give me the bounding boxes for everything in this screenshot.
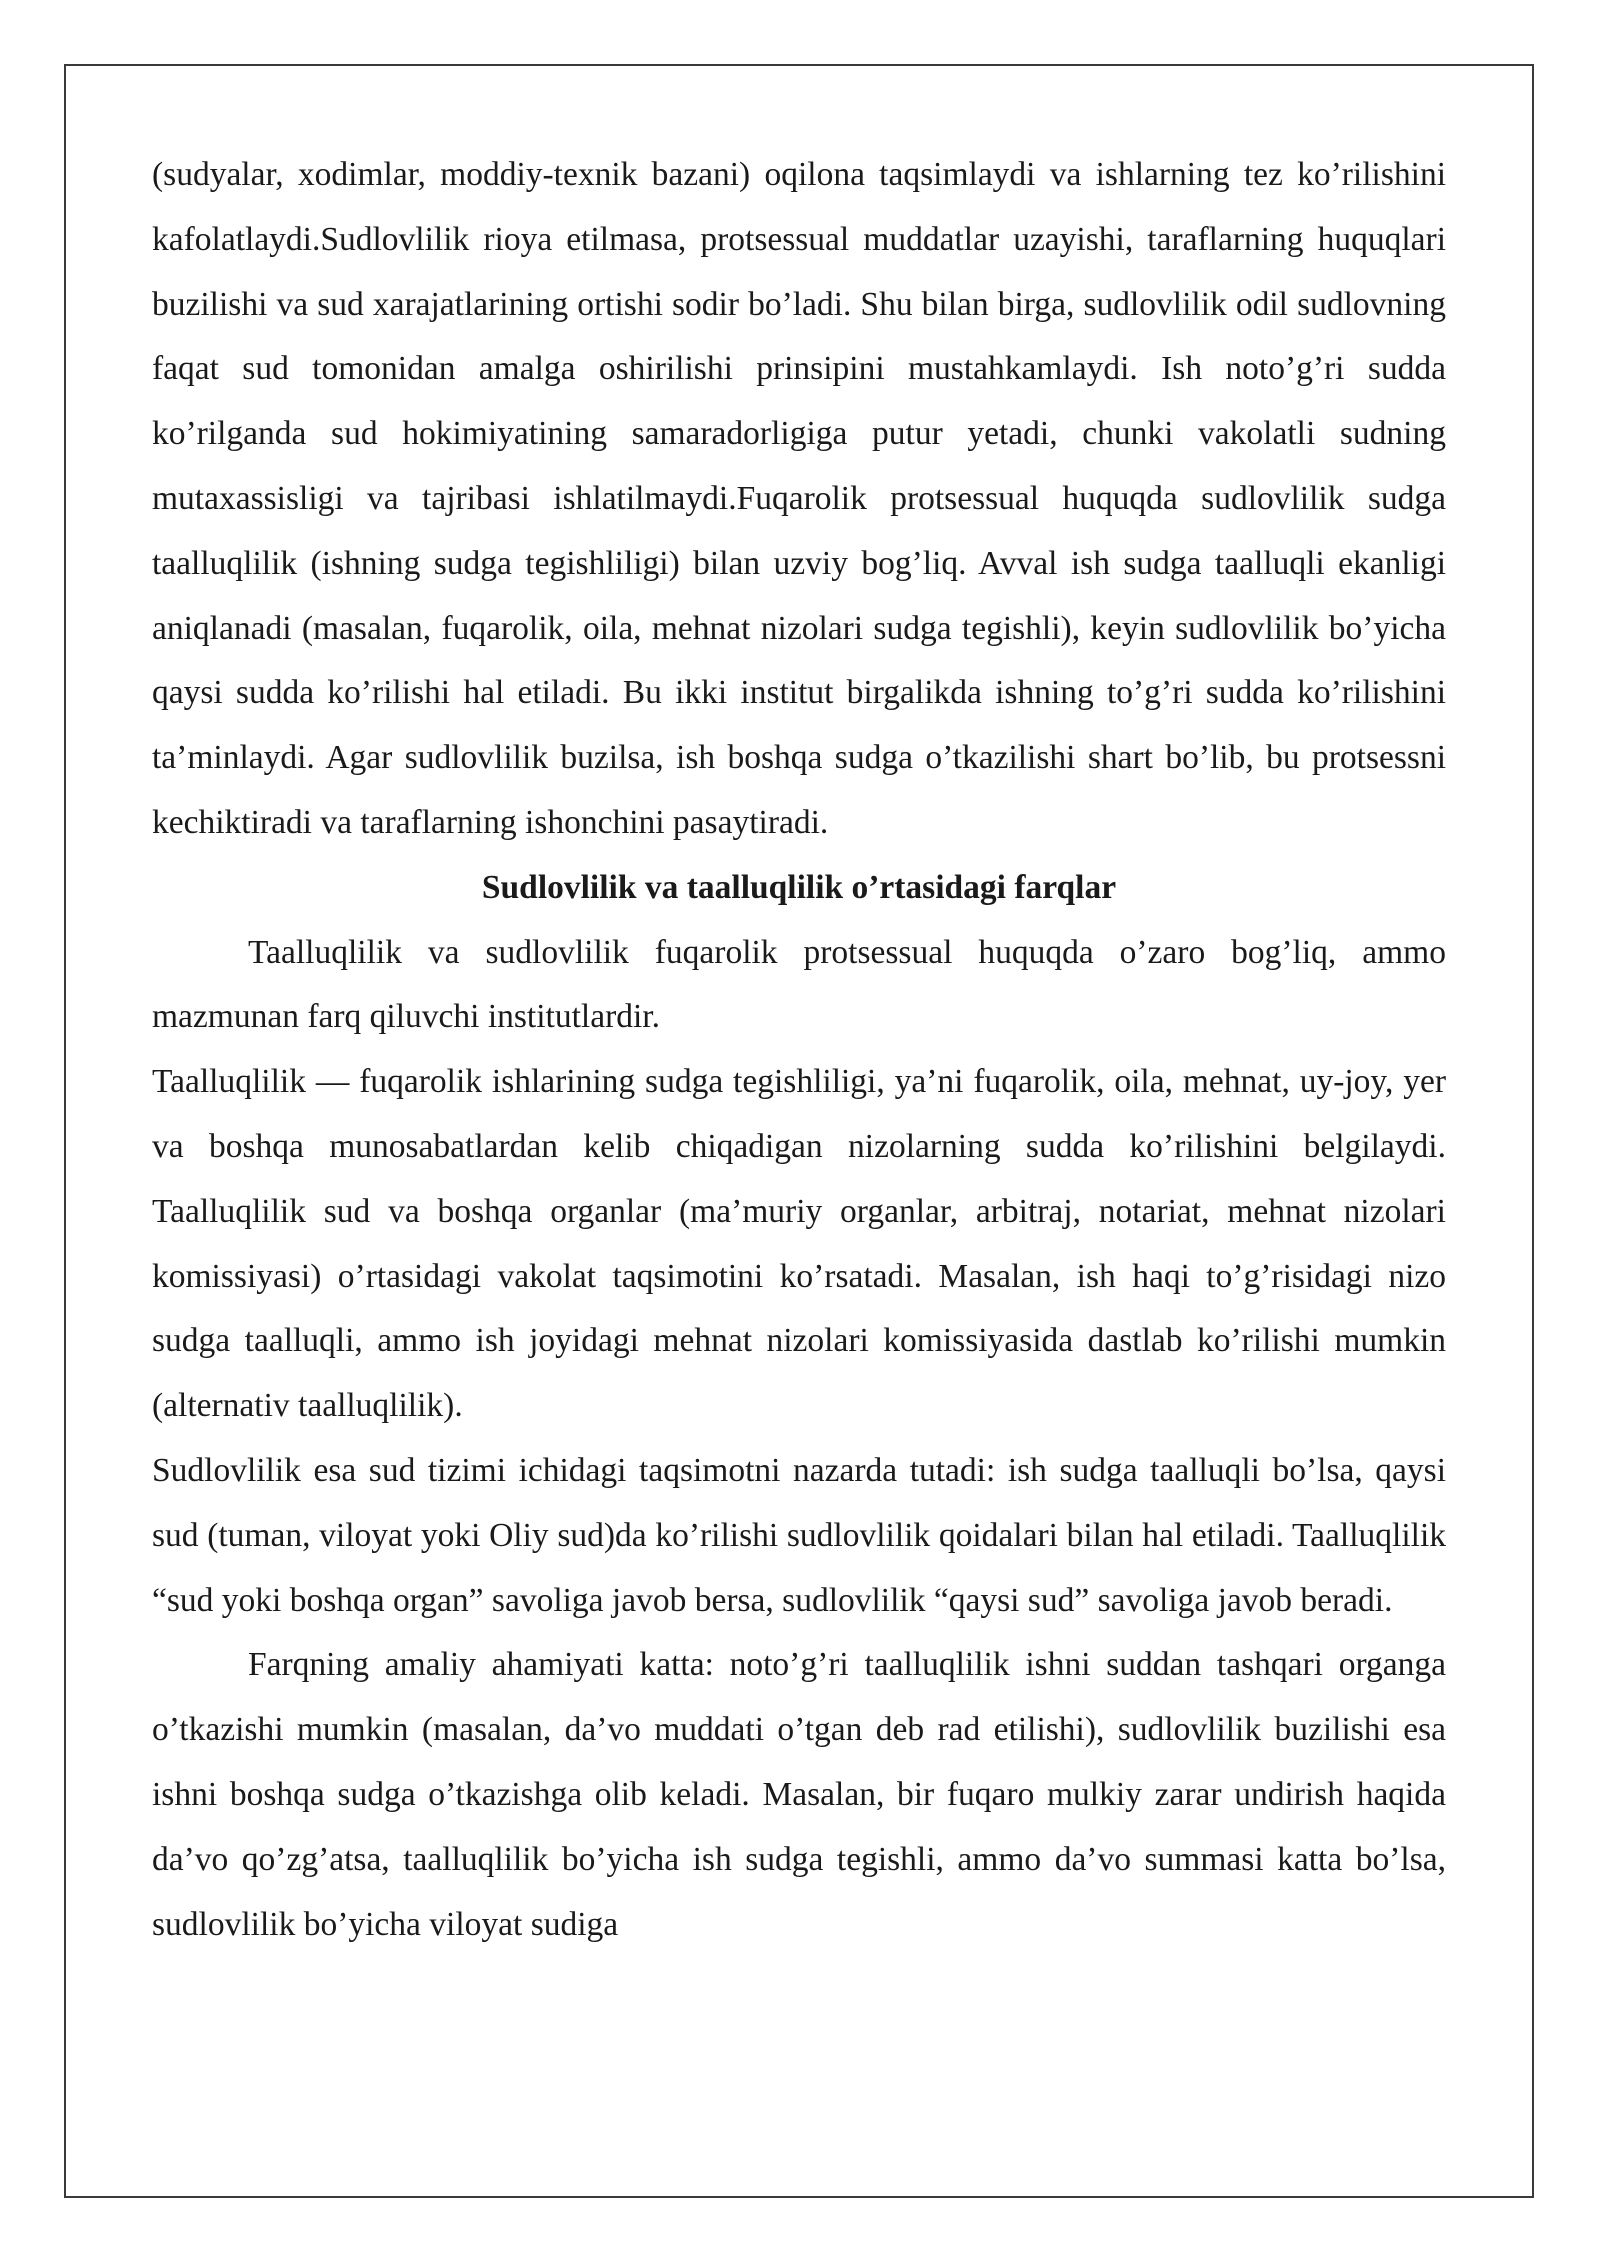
document-body: [152, 143, 1446, 1957]
paragraph: (sudyalar, xodimlar, moddiy-texnik bazani) oqilona taqsimlaydi va ishlarning tez ko’rilishini kafolatlaydi.Sudlovlilik rioya etilmasa, protsessual muddatlar uzayishi, taraflarning huquqlari buzilishi va sud xarajatlarining ortishi sodir bo’ladi. Shu bilan birga, sudlovlilik odil sudlovning faqat sud tomonidan amalga oshirilishi prinsipini mustahkamlaydi. Ish noto’g’ri sudda ko’rilganda sud hokimiyatining samaradorligiga putur yetadi, chunki vakolatli sudning mutaxassisligi va tajribasi ishlatilmaydi.Fuqarolik protsessual huquqda sudlovlilik sudga taalluqlilik (ishning sudga tegishliligi) bilan uzviy bog’liq. Avval ish sudga taalluqli ekanligi aniqlanadi (masalan, fuqarolik, oila, mehnat nizolari sudga tegishli), keyin sudlovlilik bo’yicha qaysi sudda ko’rilishi hal etiladi. Bu ikki institut birgalikda ishning to’g’ri sudda ko’rilishini ta’minlaydi. Agar sudlovlilik buzilsa, ish boshqa sudga o’tkazilishi shart bo’lib, bu protsessni kechiktiradi va taraflarning ishonchini pasaytiradi.: [152, 156, 1446, 841]
paragraph: Sudlovlilik esa sud tizimi ichidagi taqsimotni nazarda tutadi: ish sudga taalluqli bo’lsa, qaysi sud (tuman, viloyat yoki Oliy sud)da ko’rilishi sudlovlilik qoidalari bilan hal etiladi. Taalluqlilik “sud yoki boshqa organ” savoliga javob bersa, sudlovlilik “qaysi sud” savoliga javob beradi.: [152, 1451, 1446, 1619]
paragraph: Taalluqlilik va sudlovlilik fuqarolik protsessual huquqda o’zaro bog’liq, ammo mazmunan farq qiluvchi institutlardir.: [152, 933, 1446, 1036]
paragraph: Taalluqlilik — fuqarolik ishlarining sudga tegishliligi, ya’ni fuqarolik, oila, mehnat, uy-joy, yer va boshqa munosabatlardan kelib chiqadigan nizolarning sudda ko’rilishini belgilaydi. Taalluqlilik sud va boshqa organlar (ma’muriy organlar, arbitraj, notariat, mehnat nizolari komissiyasi) o’rtasidagi vakolat taqsimotini ko’rsatadi. Masalan, ish haqi to’g’risidagi nizo sudga taalluqli, ammo ish joyidagi mehnat nizolari komissiyasida dastlab ko’rilishi mumkin (alternativ taalluqlilik).: [152, 1063, 1446, 1425]
section-heading: Sudlovlilik va taalluqlilik o’rtasidagi farqlar: [481, 868, 1117, 906]
paragraph: Farqning amaliy ahamiyati katta: noto’g’ri taalluqlilik ishni suddan tashqari organga o’tkazishi mumkin (masalan, da’vo muddati o’tgan deb rad etilishi), sudlovlilik buzilishi esa ishni boshqa sudga o’tkazishga olib keladi. Masalan, bir fuqaro mulkiy zarar undirish haqida da’vo qo’zg’atsa, taalluqlilik bo’yicha ish sudga tegishli, ammo da’vo summasi katta bo’lsa, sudlovlilik bo’yicha viloyat sudiga: [152, 1646, 1446, 1943]
